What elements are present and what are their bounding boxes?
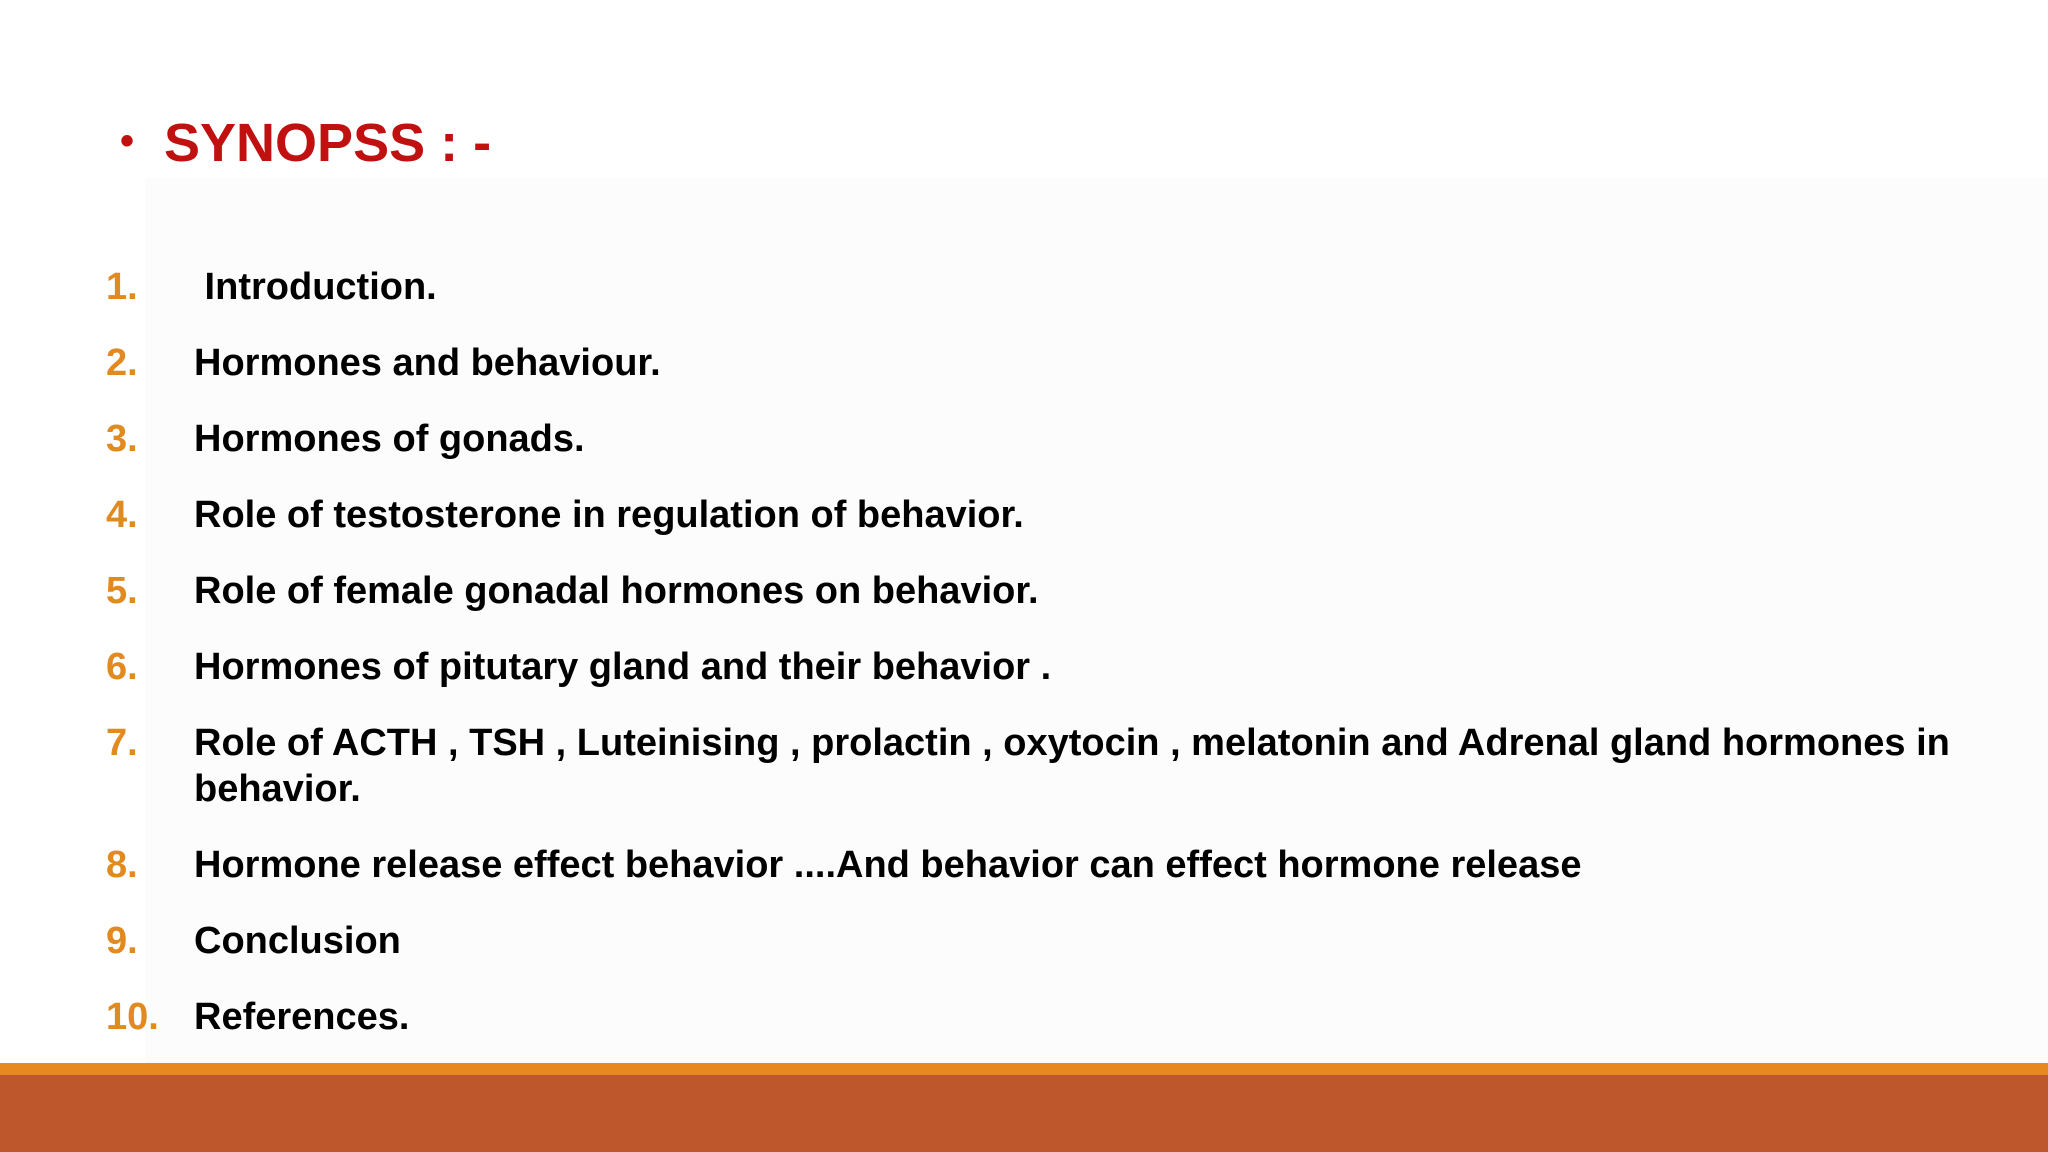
- title-text: SYNOPSS : -: [164, 113, 492, 173]
- list-item-number: 5.: [106, 570, 138, 612]
- list-item-number: 2.: [106, 342, 138, 384]
- list-item-text: Hormones and behaviour.: [194, 342, 661, 384]
- title-bullet: •: [120, 119, 135, 163]
- list-item-number: 9.: [106, 920, 138, 962]
- list-item-number: 8.: [106, 844, 138, 886]
- footer-stripe-orange: [0, 1063, 2048, 1075]
- list-item-text: Hormones of pitutary gland and their behavior .: [194, 646, 1052, 688]
- list-item-text: References.: [194, 996, 410, 1038]
- list-item-text: Hormones of gonads.: [194, 418, 585, 460]
- list-item-text: Role of testosterone in regulation of behavior.: [194, 494, 1024, 536]
- list-item-number: 3.: [106, 418, 138, 460]
- list-item-text: Hormone release effect behavior ....And behavior can effect hormone release: [194, 844, 1582, 886]
- list-item-text: Role of female gonadal hormones on behavior.: [194, 570, 1039, 612]
- list-item-number: 4.: [106, 494, 138, 536]
- list-item-number: 6.: [106, 646, 138, 688]
- list-item-number: 7.: [106, 722, 138, 764]
- list-item-number: 1.: [106, 266, 138, 308]
- footer-band: [0, 1075, 2048, 1152]
- list-item-text: Conclusion: [194, 920, 401, 962]
- list-item-text: Role of ACTH , TSH , Luteinising , prolactin , oxytocin , melatonin and Adrenal gland hormones in behavior.: [194, 722, 1950, 810]
- list-item-number: 10.: [106, 996, 159, 1038]
- list-item-text: Introduction.: [194, 266, 437, 308]
- slide-title: [120, 108, 491, 178]
